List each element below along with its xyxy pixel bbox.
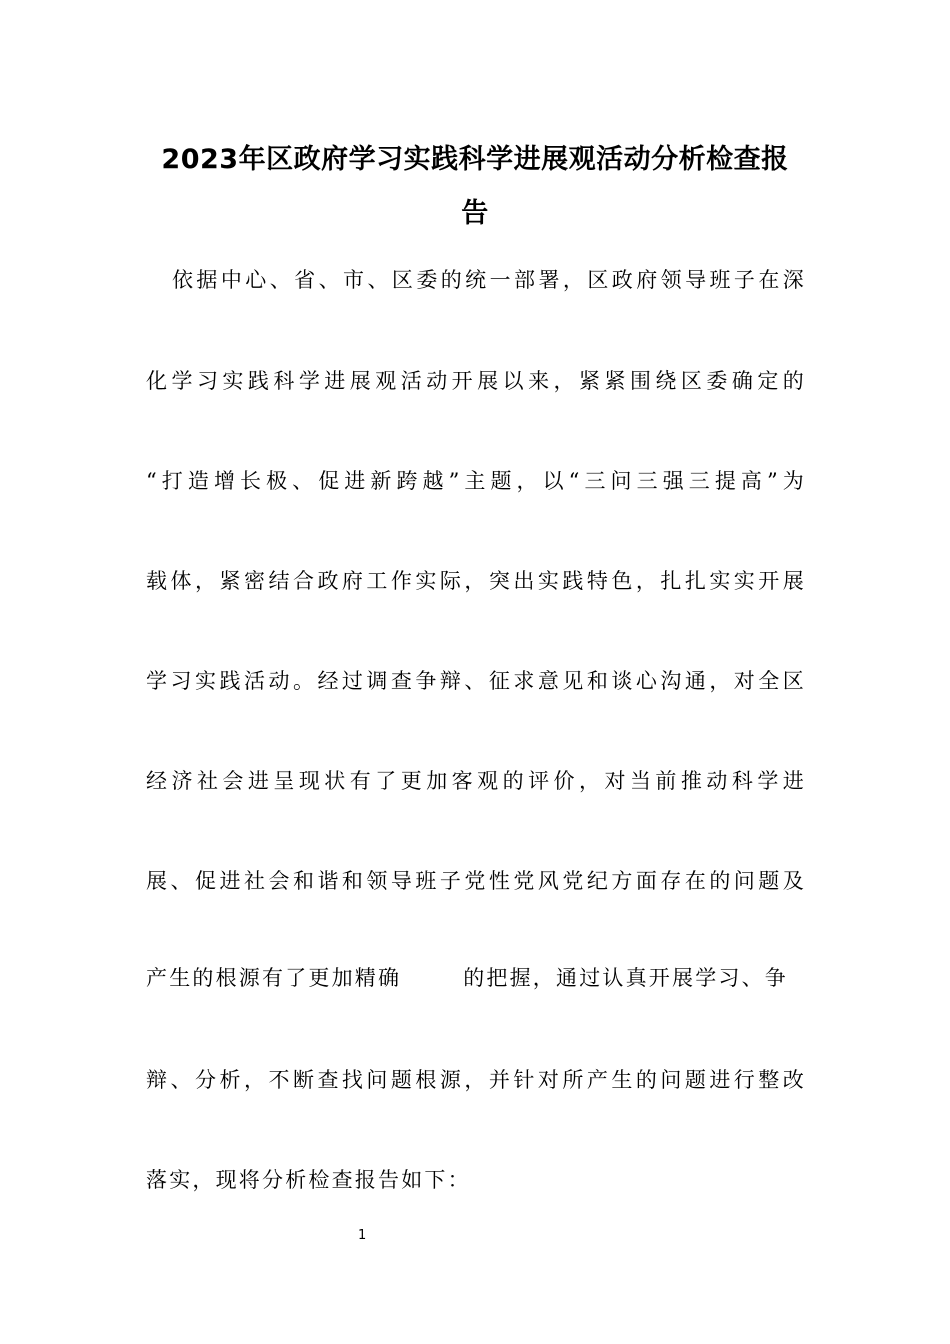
paragraph-line: 辩、分析，不断查找问题根源，并针对所产生的问题进行整改 (146, 1068, 806, 1092)
paragraph-line: 学习实践活动。经过调查争辩、征求意见和谈心沟通，对全区 (146, 669, 806, 693)
document-title-line-2: 告 (461, 198, 489, 229)
paragraph-line: 展、促进社会和谐和领导班子党性党风党纪方面存在的问题及 (146, 869, 806, 893)
paragraph-line: 经济社会进呈现状有了更加客观的评价，对当前推动科学进 (146, 769, 806, 793)
page-number: 1 (358, 1228, 367, 1243)
paragraph-line (146, 963, 806, 993)
paragraph-line: 化学习实践科学进展观活动开展以来，紧紧围绕区委确定的 (146, 369, 806, 393)
paragraph-line: 落实，现将分析检查报告如下： (146, 1168, 471, 1192)
paragraph-line: “打造增长极、促进新跨越”主题，以“三问三强三提高”为 (146, 469, 806, 493)
paragraph-line-part: 产生的根源有了更加精确 (146, 966, 402, 990)
document-title-line-1: 2023年区政府学习实践科学进展观活动分析检查报 (161, 144, 789, 175)
paragraph-line-part: 的把握，通过认真开展学习、争 (463, 966, 789, 990)
paragraph-line: 依据中心、省、市、区委的统一部署，区政府领导班子在深 (172, 268, 806, 292)
paragraph-line: 载体，紧密结合政府工作实际，突出实践特色，扎扎实实开展 (146, 569, 806, 593)
